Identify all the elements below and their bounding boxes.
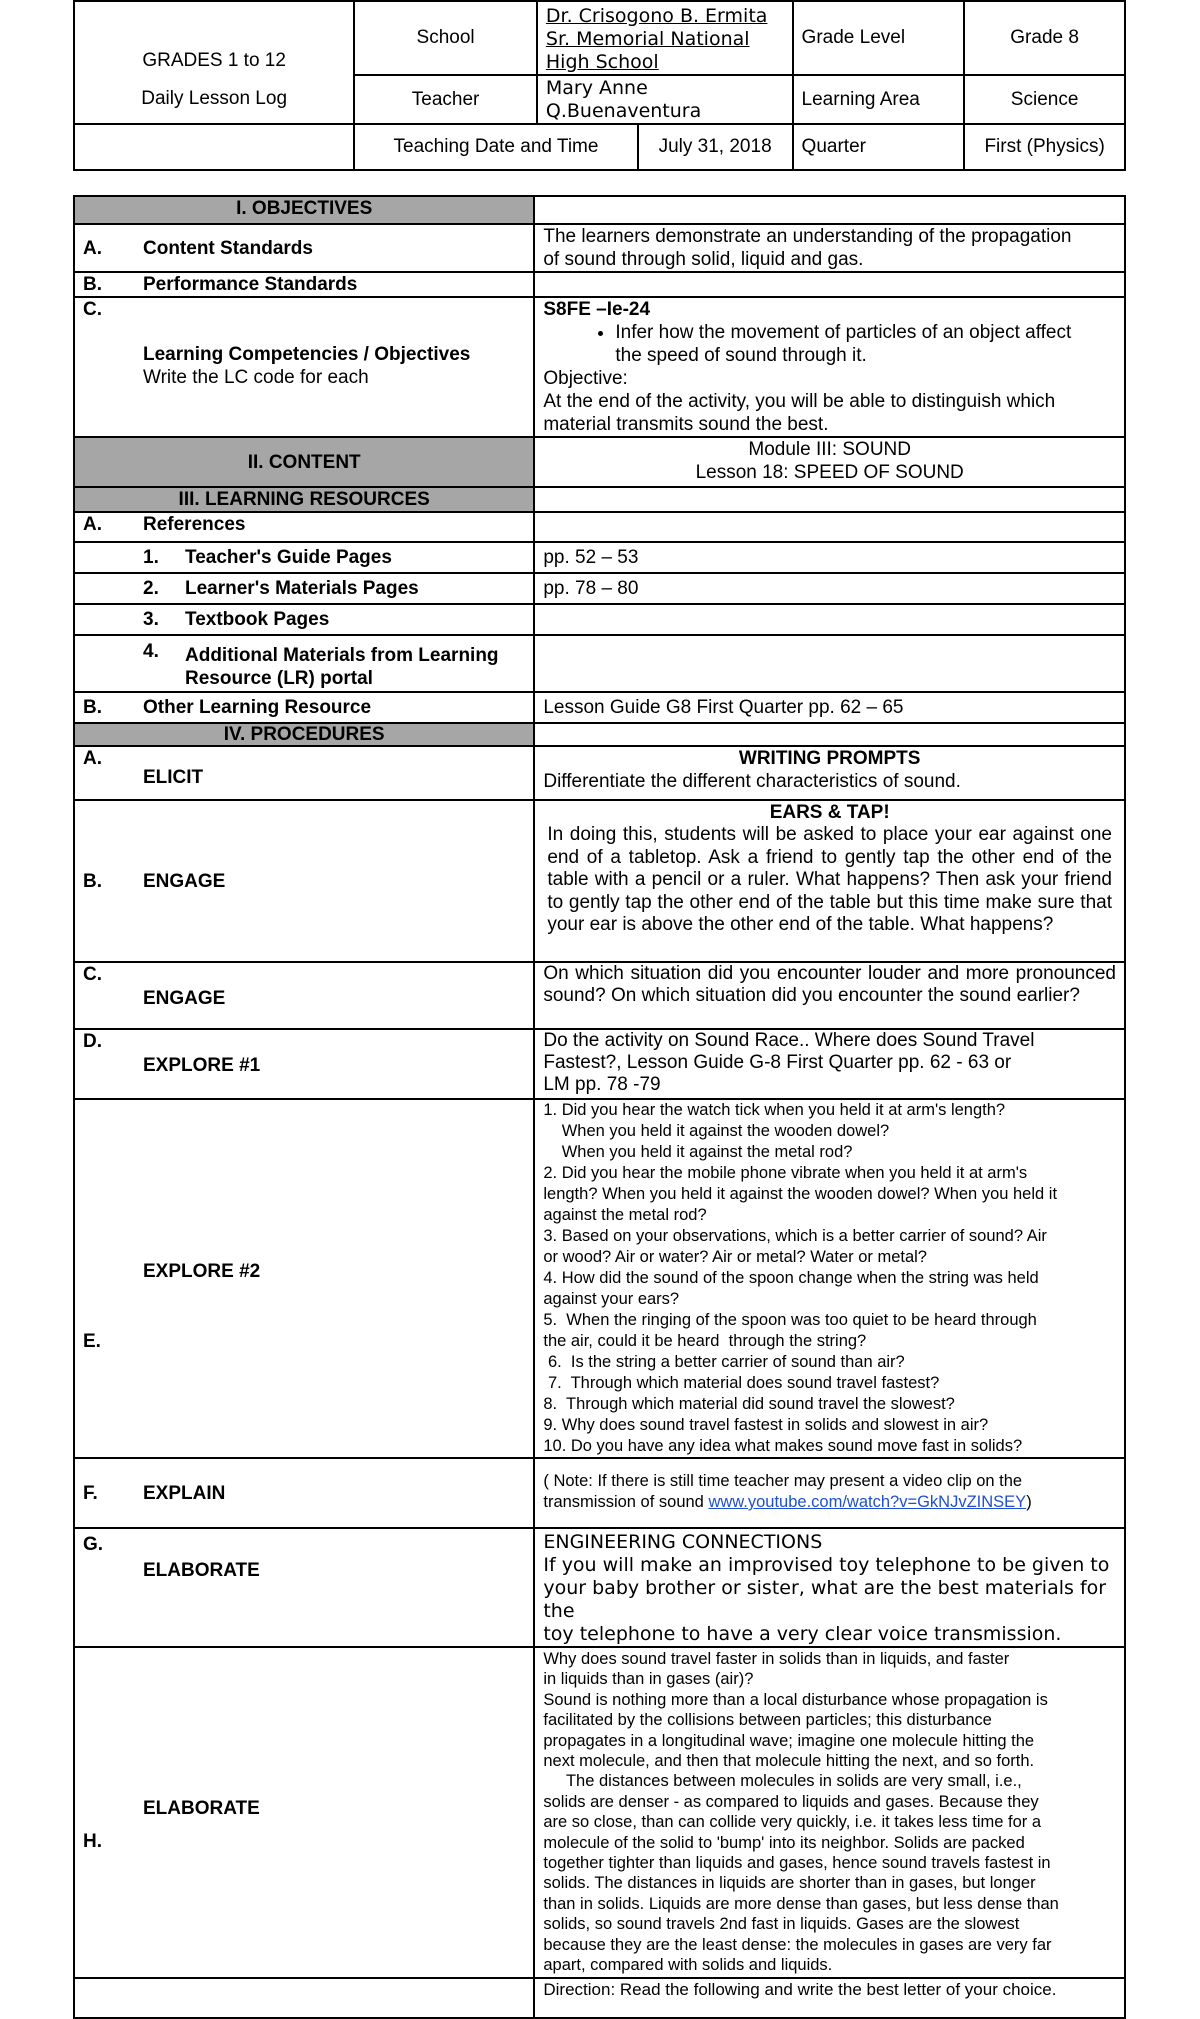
- question-line: When you held it against the wooden dowel?: [543, 1122, 890, 1140]
- teacher-value: [537, 75, 793, 123]
- paragraph-line: The distances between molecules in solids are very small, i.e.,: [543, 1772, 1022, 1791]
- paragraph-line: because they are the least dense: the molecules in gases are very far: [543, 1935, 1052, 1954]
- row-label: ENGAGE: [143, 870, 226, 892]
- evaluate-label: [74, 1978, 534, 2018]
- text-line: The learners demonstrate an understanding of the propagation: [543, 226, 1072, 247]
- text-line: Fastest?, Lesson Guide G-8 First Quarter pp. 62 - 63 or: [543, 1052, 1012, 1073]
- paragraph-line: facilitated by the collisions between particles; this disturbance: [543, 1711, 992, 1730]
- paragraph-line: Sound is nothing more than a local disturbance whose propagation is: [543, 1690, 1048, 1709]
- question-line: length? When you held it against the wooden dowel? When you held it: [543, 1185, 1058, 1203]
- daily-lesson-log-label: Daily Lesson Log: [141, 88, 288, 109]
- row-label: Textbook Pages: [185, 609, 330, 630]
- row-letter: A.: [83, 238, 102, 259]
- question-line: 7. Through which material does sound travel fastest?: [543, 1374, 940, 1392]
- teachers-guide-value: pp. 52 – 53: [534, 542, 1125, 573]
- content-standards-label: [74, 224, 534, 272]
- text-line: At the end of the activity, you will be able to distinguish which: [543, 391, 1056, 412]
- grade-level-label: Grade Level: [793, 1, 965, 75]
- paragraph-line: next molecule, and then that molecule hitting the next, and so forth.: [543, 1752, 1035, 1771]
- row-number: 4.: [143, 641, 159, 662]
- paragraph-line: Why does sound travel faster in solids than in liquids, and faster: [543, 1650, 1010, 1668]
- row-label-line: Resource (LR) portal: [185, 668, 373, 689]
- row-label: Content Standards: [143, 238, 313, 259]
- school-value-line: High School: [545, 50, 659, 73]
- explore-2-label: [74, 1099, 534, 1458]
- engage-title: EARS & TAP!: [769, 802, 890, 823]
- engage-value: [534, 800, 1125, 962]
- question-line: 4. How did the sound of the spoon change when the string was held: [543, 1269, 1039, 1287]
- content-value: [534, 437, 1125, 487]
- header-empty-cell: [74, 124, 354, 170]
- lc-bullet: [615, 321, 1116, 367]
- row-letter: A.: [83, 514, 102, 535]
- row-label: Learner's Materials Pages: [185, 578, 419, 599]
- paragraph-line: in liquids than in gases (air)?: [543, 1670, 754, 1689]
- objective-label: Objective:: [543, 368, 628, 389]
- row-letter: B.: [83, 697, 102, 718]
- elicit-text: Differentiate the different characteristics of sound.: [543, 771, 961, 792]
- text-line: Infer how the movement of particles of an object affect: [615, 322, 1072, 343]
- learning-competencies-label: [74, 297, 534, 437]
- engage-text: In doing this, students will be asked to place your ear against one end of a tabletop. Ask a friend to gently tap the other end of the table with a pencil or a ruler. What happens? Then ask your friend to gently tap the other end of the table but this time make sure that your ear is above the other end of the table. What happens?: [547, 824, 1112, 936]
- row-letter: H.: [83, 1831, 102, 1852]
- row-number: 2.: [143, 578, 159, 599]
- school-value-line: Dr. Crisogono B. Ermita: [545, 4, 768, 27]
- row-letter: C.: [83, 964, 102, 985]
- performance-standards-label: [74, 272, 534, 297]
- explore-1-label: [74, 1029, 534, 1099]
- row-letter: D.: [83, 1031, 102, 1052]
- row-label-line: Additional Materials from Learning: [185, 645, 499, 666]
- lesson-log-table: [73, 195, 1126, 2019]
- paragraph-line: together tighter than liquids and gases, hence sound travels fastest in: [543, 1854, 1051, 1873]
- grades-label: GRADES 1 to 12: [142, 50, 286, 71]
- row-letter: C.: [83, 299, 102, 320]
- row-number: 1.: [143, 547, 159, 568]
- row-sublabel: Write the LC code for each: [143, 367, 369, 388]
- row-letter: B.: [83, 274, 102, 295]
- grade-level-value: Grade 8: [964, 1, 1125, 75]
- learning-resources-heading: III. LEARNING RESOURCES: [74, 487, 534, 512]
- row-label: EXPLORE #1: [143, 1055, 261, 1076]
- teachers-guide-label: [74, 542, 534, 573]
- paragraph-line: propagates in a longitudinal wave; imagine one molecule hitting the: [543, 1731, 1035, 1750]
- elicit-label: [74, 746, 534, 800]
- textbook-pages-label: [74, 604, 534, 635]
- evaluate-value: Direction: Read the following and write the best letter of your choice.: [534, 1978, 1125, 2018]
- additional-materials-value: [534, 635, 1125, 692]
- elicit-title: WRITING PROMPTS: [738, 748, 921, 769]
- elaborate-value: [534, 1528, 1125, 1647]
- elaborate-2-value: [534, 1647, 1125, 1978]
- teacher-label: Teacher: [354, 75, 537, 123]
- question-line: When you held it against the metal rod?: [543, 1143, 853, 1161]
- additional-materials-label: [74, 635, 534, 692]
- question-line: against the metal rod?: [543, 1206, 707, 1224]
- question-line: 5. When the ringing of the spoon was too quiet to be heard through: [543, 1311, 1037, 1329]
- text-line: the speed of sound through it.: [615, 345, 867, 366]
- explore-1-value: [534, 1029, 1125, 1099]
- elicit-value: [534, 746, 1125, 800]
- learners-materials-label: [74, 573, 534, 604]
- row-number: 3.: [143, 609, 159, 630]
- question-line: 10. Do you have any idea what makes sound move fast in solids?: [543, 1437, 1023, 1455]
- empty-cell: [534, 512, 1125, 542]
- row-label: Learning Competencies / Objectives: [143, 344, 471, 365]
- empty-cell: [534, 723, 1125, 746]
- question-line: 3. Based on your observations, which is a better carrier of sound? Air: [543, 1227, 1047, 1245]
- row-letter: A.: [83, 748, 102, 769]
- teaching-date-value: July 31, 2018: [638, 124, 793, 170]
- row-letter: B.: [83, 870, 102, 892]
- school-label: School: [354, 1, 537, 75]
- row-label: Teacher's Guide Pages: [185, 547, 392, 568]
- row-label: ELABORATE: [143, 1798, 260, 1819]
- explain-label: [74, 1458, 534, 1528]
- explain-text: transmission of sound: [543, 1493, 709, 1511]
- row-label: References: [143, 514, 246, 535]
- row-letter: E.: [83, 1331, 101, 1352]
- text-line: material transmits sound the best.: [543, 414, 829, 435]
- paragraph-line: molecule of the solid to 'bump' into its neighbor. Solids are packed: [543, 1833, 1025, 1852]
- objectives-heading: I. OBJECTIVES: [74, 196, 534, 224]
- other-resource-label: [74, 692, 534, 723]
- explain-value: [534, 1458, 1125, 1528]
- teacher-value-line: Q.Buenaventura: [545, 99, 702, 122]
- question-line: 8. Through which material did sound travel the slowest?: [543, 1395, 955, 1413]
- empty-cell: [534, 487, 1125, 512]
- teacher-value-line: Mary Anne: [545, 76, 648, 99]
- row-label: ELICIT: [143, 767, 204, 788]
- elaborate-title: ENGINEERING CONNECTIONS: [543, 1531, 823, 1553]
- text-line: Do the activity on Sound Race.. Where does Sound Travel: [543, 1030, 1035, 1051]
- text-line: of sound through solid, liquid and gas.: [543, 249, 864, 270]
- learning-competencies-value: [534, 297, 1125, 437]
- question-line: 9. Why does sound travel fastest in solids and slowest in air?: [543, 1416, 989, 1434]
- engage-label: [74, 800, 534, 962]
- video-link[interactable]: www.youtube.com/watch?v=GkNJvZINSEY: [708, 1493, 1027, 1511]
- other-resource-value: Lesson Guide G8 First Quarter pp. 62 – 65: [534, 692, 1125, 723]
- row-label: ELABORATE: [143, 1560, 260, 1581]
- row-letter: G.: [83, 1534, 104, 1555]
- text-line: your baby brother or sister, what are the best materials for the: [543, 1577, 1107, 1622]
- question-line: 2. Did you hear the mobile phone vibrate when you held it at arm's: [543, 1164, 1028, 1182]
- textbook-pages-value: [534, 604, 1125, 635]
- module-title: Module III: SOUND: [748, 439, 911, 460]
- question-line: 6. Is the string a better carrier of sound than air?: [543, 1353, 905, 1371]
- lc-code: S8FE –Ie-24: [543, 299, 651, 320]
- explore-2-value: [534, 1099, 1125, 1458]
- paragraph-line: solids. The distances in liquids are shorter than in gases, but longer: [543, 1874, 1036, 1893]
- lesson-title: Lesson 18: SPEED OF SOUND: [695, 462, 964, 483]
- text-line: LM pp. 78 -79: [543, 1074, 661, 1095]
- performance-standards-value: [534, 272, 1125, 297]
- content-heading: II. CONTENT: [74, 437, 534, 487]
- row-label: EXPLAIN: [143, 1482, 226, 1504]
- learners-materials-value: pp. 78 – 80: [534, 573, 1125, 604]
- engage-2-value: On which situation did you encounter louder and more pronounced sound? On which situation did you encounter the sound earlier?: [534, 962, 1125, 1029]
- row-label: ENGAGE: [143, 988, 226, 1009]
- grades-cell: [74, 1, 354, 124]
- text-line: toy telephone to have a very clear voice transmission.: [543, 1623, 1062, 1645]
- paragraph-line: solids, so sound travels 2nd fast in liquids. Gases are the slowest: [543, 1915, 1020, 1934]
- header-table: [73, 0, 1126, 171]
- row-label: EXPLORE #2: [143, 1261, 261, 1282]
- row-letter: F.: [83, 1482, 98, 1504]
- empty-cell: [534, 196, 1125, 224]
- paragraph-line: solids are denser - as compared to liquids and gases. Because they: [543, 1792, 1039, 1811]
- question-line: or wood? Air or water? Air or metal? Water or metal?: [543, 1248, 927, 1266]
- content-standards-value: [534, 224, 1125, 272]
- row-label: Other Learning Resource: [143, 697, 372, 718]
- row-label: Performance Standards: [143, 274, 358, 295]
- quarter-value: First (Physics): [964, 124, 1125, 170]
- school-value: [537, 1, 793, 75]
- learning-area-label: Learning Area: [793, 75, 965, 123]
- procedures-heading: IV. PROCEDURES: [74, 723, 534, 746]
- learning-area-value: Science: [964, 75, 1125, 123]
- references-label: [74, 512, 534, 542]
- question-line: against your ears?: [543, 1290, 680, 1308]
- paragraph-line: than in solids. Liquids are more dense than gases, but less dense than: [543, 1894, 1059, 1913]
- explain-text: ): [1026, 1493, 1032, 1511]
- text-line: If you will make an improvised toy telephone to be given to: [543, 1554, 1110, 1576]
- teaching-date-label: Teaching Date and Time: [354, 124, 637, 170]
- paragraph-line: apart, compared with solids and liquids.: [543, 1956, 833, 1975]
- elaborate-2-label: [74, 1647, 534, 1978]
- quarter-label: Quarter: [793, 124, 965, 170]
- school-value-line: Sr. Memorial National: [545, 27, 750, 50]
- paragraph-line: are so close, than can collide very quickly, i.e. it takes less time for a: [543, 1813, 1042, 1832]
- lc-bullet-list: [543, 321, 1116, 367]
- explain-text: ( Note: If there is still time teacher may present a video clip on the: [543, 1472, 1023, 1490]
- question-line: the air, could it be heard through the string?: [543, 1332, 867, 1350]
- question-line: 1. Did you hear the watch tick when you held it at arm's length?: [543, 1101, 1006, 1119]
- engage-2-label: [74, 962, 534, 1029]
- elaborate-label: [74, 1528, 534, 1647]
